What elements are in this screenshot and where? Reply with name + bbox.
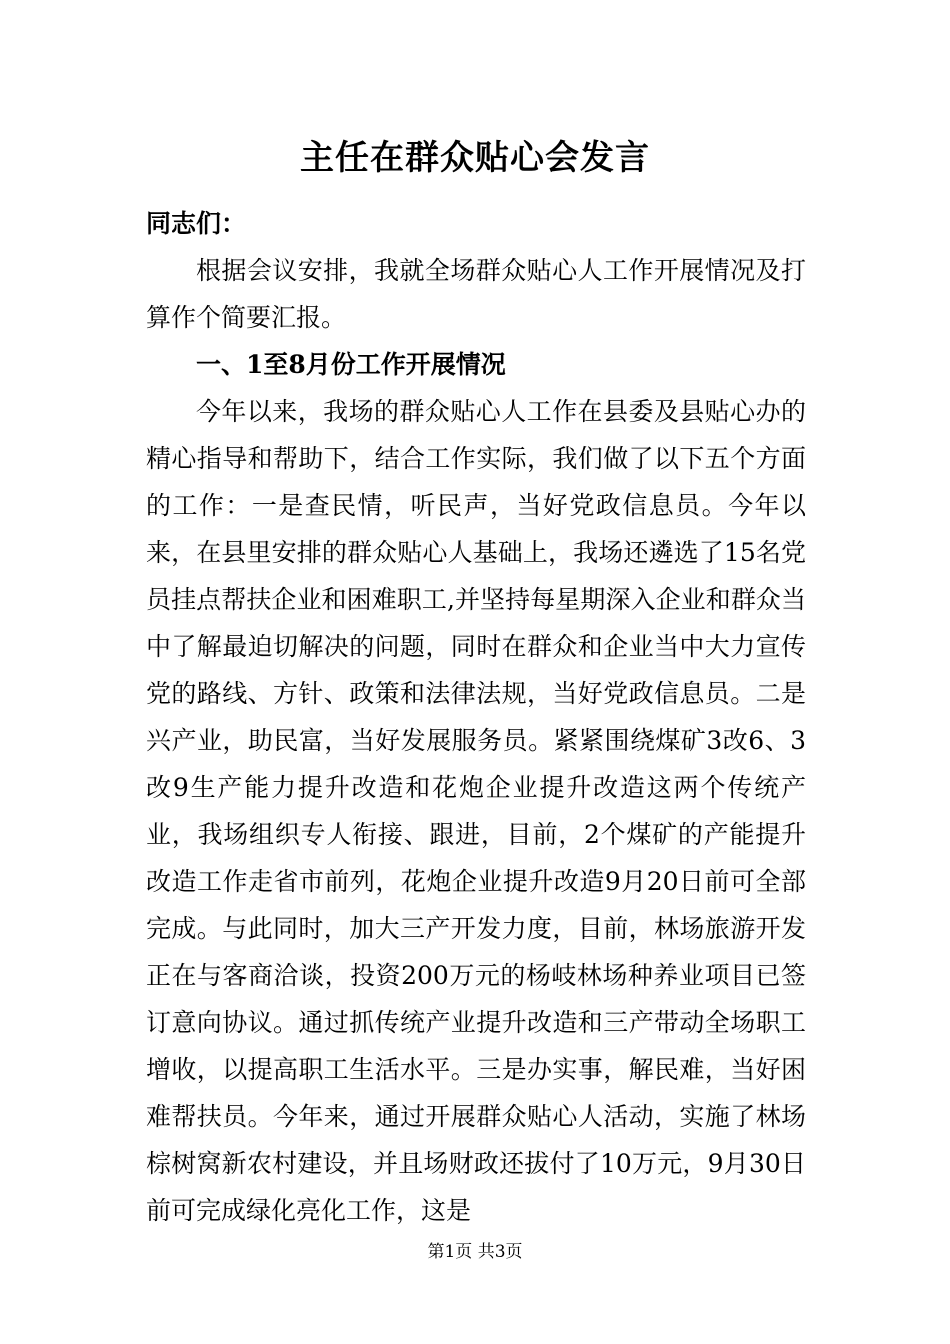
section-paragraph: 今年以来，我场的群众贴心人工作在县委及县贴心办的精心指导和帮助下，结合工作实际，我们做了以下五个方面的工作：一是查民情，听民声，当好党政信息员。今年以来，在县里安排的群众贴心人基础上，我场还遴选了15名党员挂点帮扶企业和困难职工,并坚持每星期深入企业和群众当中了解最迫切解决的问题，同时在群众和企业当中大力宣传党的路线、方针、政策和法律法规，当好党政信息员。二是兴产业，助民富，当好发展服务员。紧紧围绕煤矿3改6、3改9生产能力提升改造和花炮企业提升改造这两个传统产业，我场组织专人衔接、跟进，目前，2个煤矿的产能提升改造工作走省市前列，花炮企业提升改造9月20日前可全部完成。与此同时，加大三产开发力度，目前，林场旅游开发正在与客商洽谈，投资200万元的杨岐林场种养业项目已签订意向协议。通过抓传统产业提升改造和三产带动全场职工增收，以提高职工生活水平。三是办实事，解民难，当好困难帮扶员。今年来，通过开展群众贴心人活动，实施了林场棕树窝新农村建设，并且场财政还拔付了10万元，9月30日前可完成绿化亮化工作，这是 (146, 397, 806, 1225)
document-body (146, 200, 806, 1234)
section-heading: 一、1至8月份工作开展情况 (196, 350, 506, 379)
intro-paragraph: 根据会议安排，我就全场群众贴心人工作开展情况及打算作个简要汇报。 (146, 256, 806, 332)
page-footer: 第1页 共3页 (427, 1242, 523, 1262)
document-title: 主任在群众贴心会发言 (300, 138, 650, 178)
greeting: 同志们： (146, 209, 247, 238)
